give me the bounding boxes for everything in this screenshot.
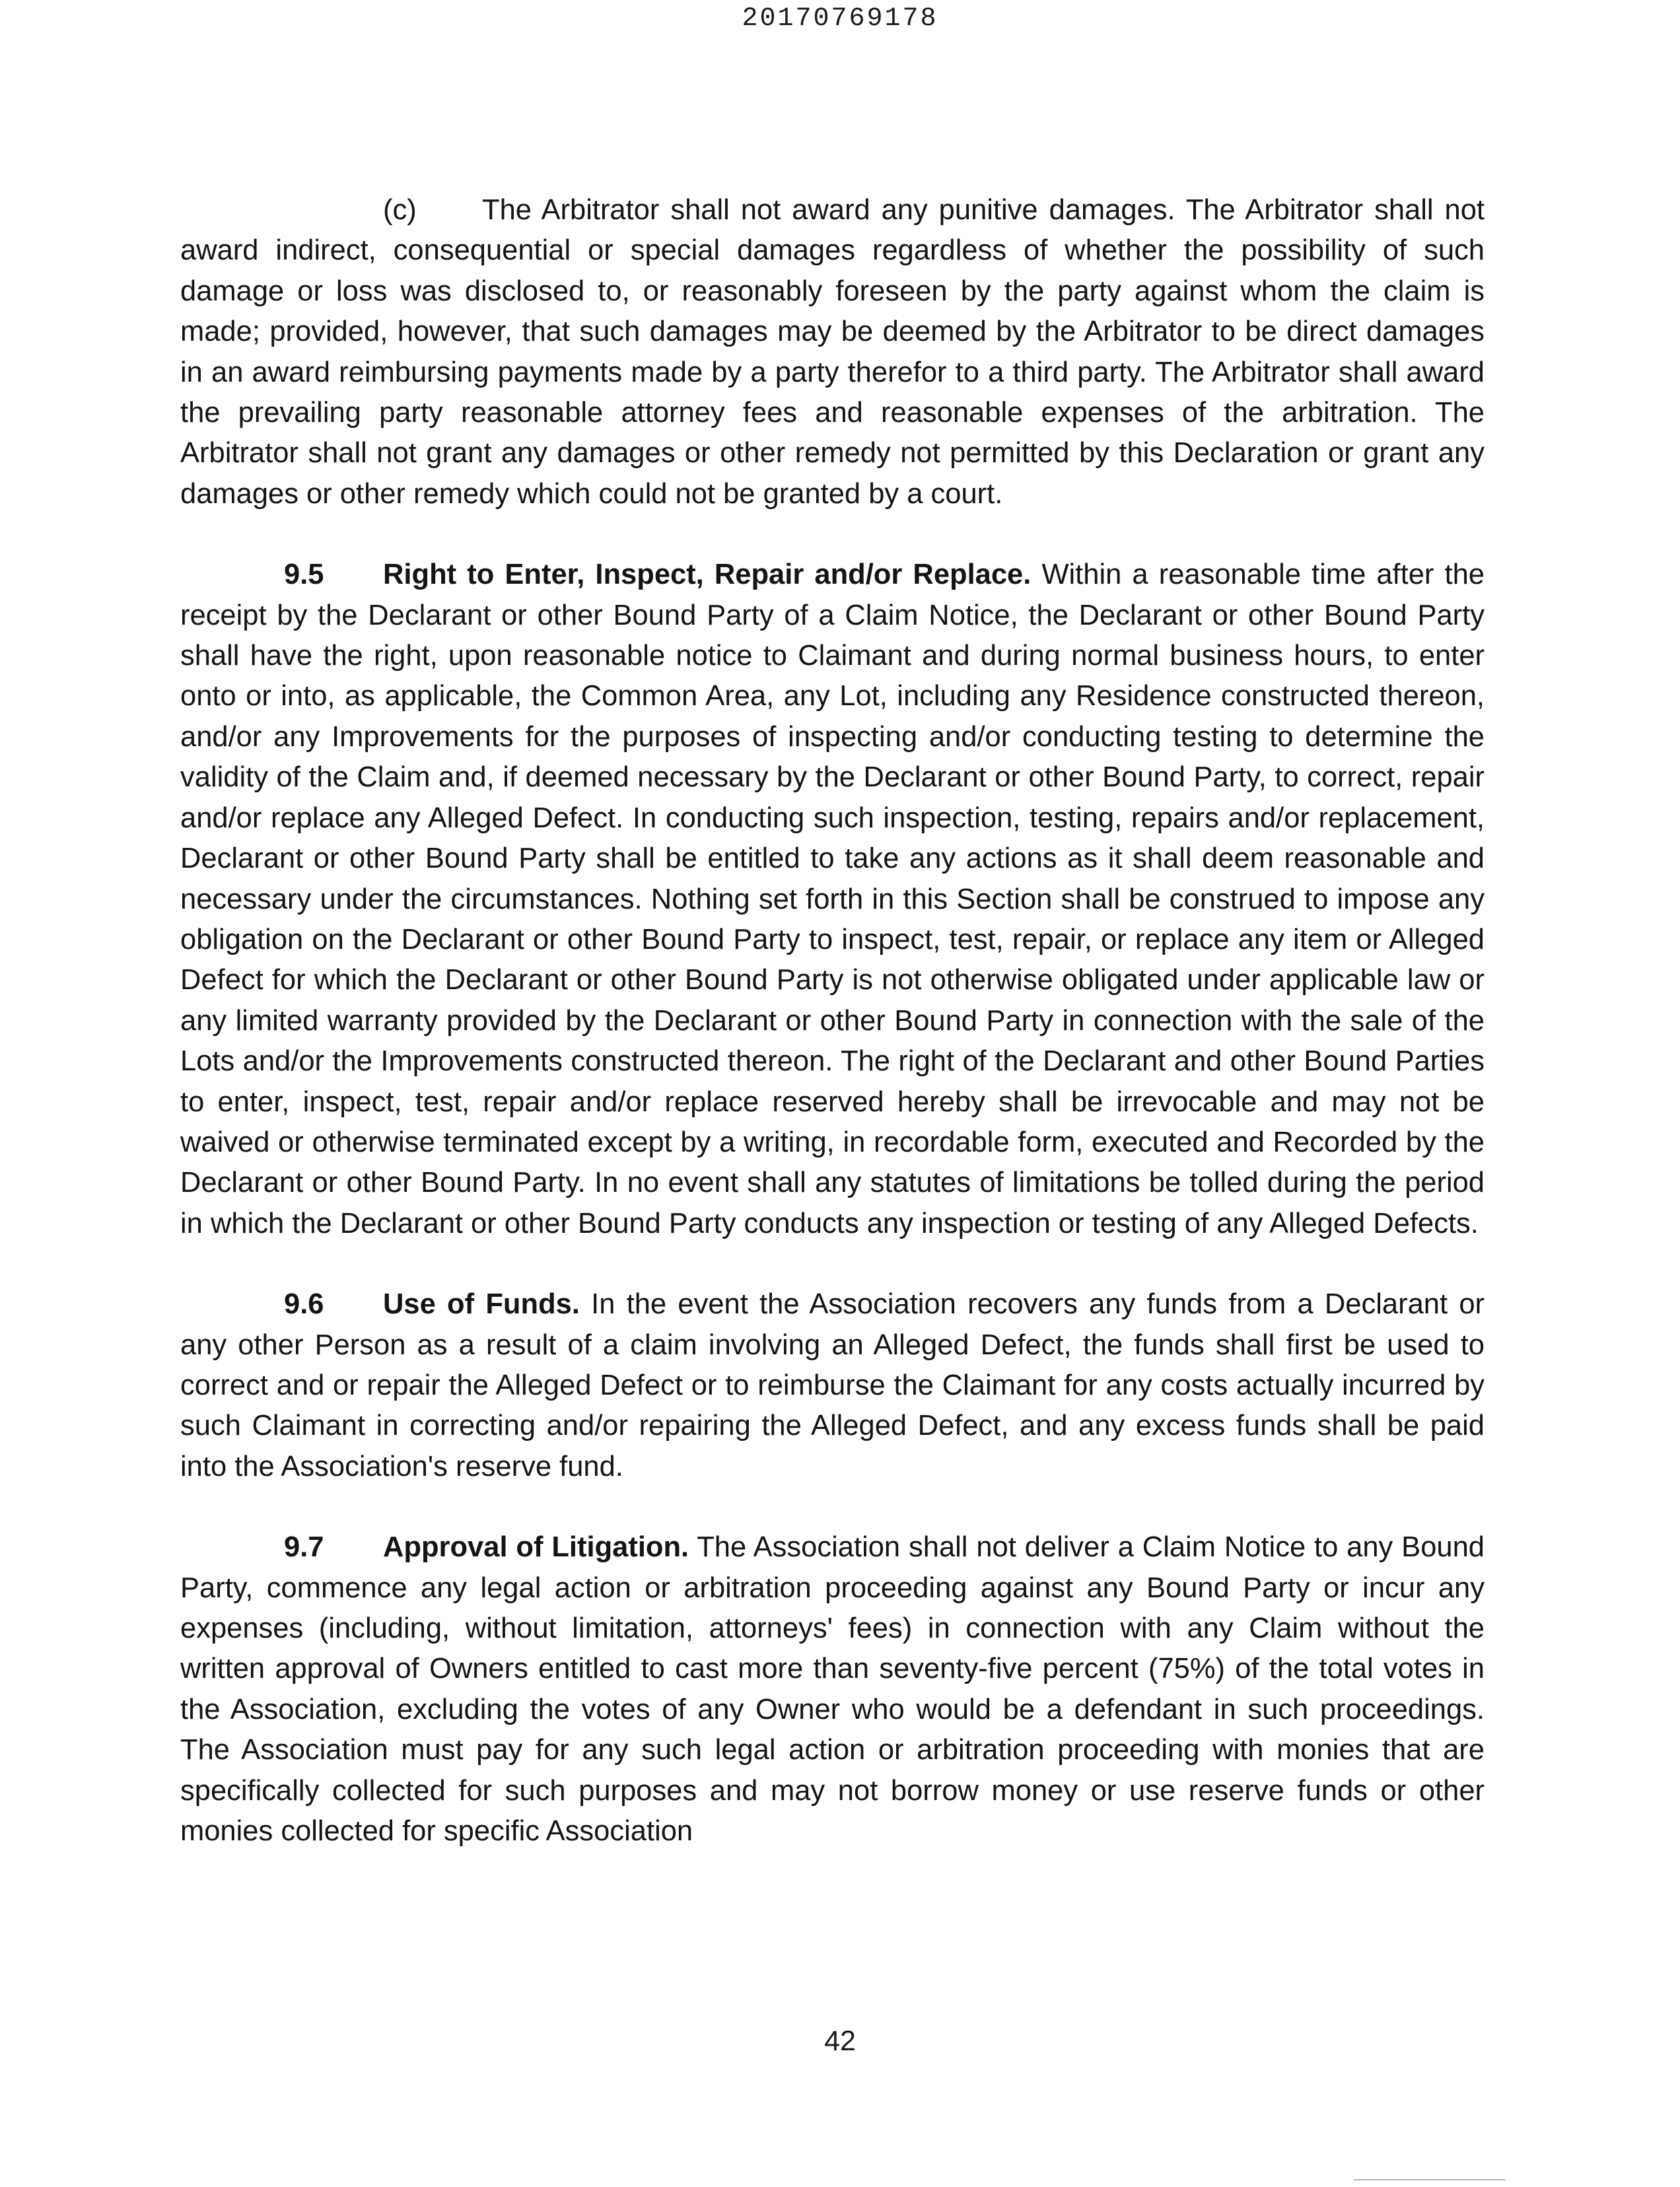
- section-9-7: [180, 1527, 1485, 1852]
- paragraph-c-text: The Arbitrator shall not award any punitive damages. The Arbitrator shall not award indirect, consequential or special damages regardless of whether the possibility of such damage or loss was disclosed to, or reasonably foreseen by the party against whom the claim is made; provided, however, that such damages may be deemed by the Arbitrator to be direct damages in an award reimbursing payments made by a party therefor to a third party. The Arbitrator shall award the prevailing party reasonable attorney fees and reasonable expenses of the arbitration. The Arbitrator shall not grant any damages or other remedy not permitted by this Declaration or grant any damages or other remedy which could not be granted by a court.: [180, 194, 1485, 510]
- section-9-5-text: Within a reasonable time after the receipt by the Declarant or other Bound Party of a Claim Notice, the Declarant or other Bound Party shall have the right, upon reasonable notice to Claimant and during normal business hours, to enter onto or into, as applicable, the Common Area, any Lot, including any Residence constructed thereon, and/or any Improvements for the purposes of inspecting and/or conducting testing to determine the validity of the Claim and, if deemed necessary by the Declarant or other Bound Party, to correct, repair and/or replace any Alleged Defect. In conducting such inspection, testing, repairs and/or replacement, Declarant or other Bound Party shall be entitled to take any actions as it shall deem reasonable and necessary under the circumstances. Nothing set forth in this Section shall be construed to impose any obligation on the Declarant or other Bound Party to inspect, test, repair, or replace any item or Alleged Defect for which the Declarant or other Bound Party is not otherwise obligated under applicable law or any limited warranty provided by the Declarant or other Bound Party in connection with the sale of the Lots and/or the Improvements constructed thereon. The right of the Declarant and other Bound Parties to enter, inspect, test, repair and/or replace reserved hereby shall be irrevocable and may not be waived or otherwise terminated except by a writing, in recordable form, executed and Recorded by the Declarant or other Bound Party. In no event shall any statutes of limitations be tolled during the period in which the Declarant or other Bound Party conducts any inspection or testing of any Alleged Defects.: [180, 559, 1485, 1239]
- section-9-5: [180, 555, 1485, 1244]
- scan-artifact-line: [1354, 2179, 1506, 2180]
- section-9-5-title: Right to Enter, Inspect, Repair and/or Replace.: [383, 559, 1032, 591]
- section-9-7-number: 9.7: [284, 1531, 324, 1564]
- section-9-5-number: 9.5: [284, 559, 324, 591]
- section-9-7-text: The Association shall not deliver a Claim Notice to any Bound Party, commence any legal action or arbitration proceeding against any Bound Party or incur any expenses (including, without limitation, attorneys' fees) in connection with any Claim without the written approval of Owners entitled to cast more than seventy-five percent (75%) of the total votes in the Association, excluding the votes of any Owner who would be a defendant in such proceedings. The Association must pay for any such legal action or arbitration proceeding with monies that are specifically collected for such purposes and may not borrow money or use reserve funds or other monies collected for specific Association: [180, 1531, 1485, 1848]
- section-9-6-title: Use of Funds.: [383, 1288, 580, 1321]
- page-number: 42: [824, 2025, 856, 2057]
- document-number: 20170769178: [742, 4, 938, 34]
- section-9-6-number: 9.6: [284, 1288, 324, 1321]
- paragraph-c: [180, 190, 1485, 514]
- section-9-7-title: Approval of Litigation.: [383, 1531, 689, 1564]
- section-9-6-text: In the event the Association recovers any funds from a Declarant or any other Person as a result of a claim involving an Alleged Defect, the funds shall first be used to correct and or repair the Alleged Defect or to reimburse the Claimant for any costs actually incurred by such Claimant in correcting and/or repairing the Alleged Defect, and any excess funds shall be paid into the Association's reserve fund.: [180, 1288, 1485, 1482]
- document-body: [180, 190, 1485, 1852]
- section-9-6: [180, 1284, 1485, 1487]
- paragraph-c-label: (c): [383, 194, 417, 226]
